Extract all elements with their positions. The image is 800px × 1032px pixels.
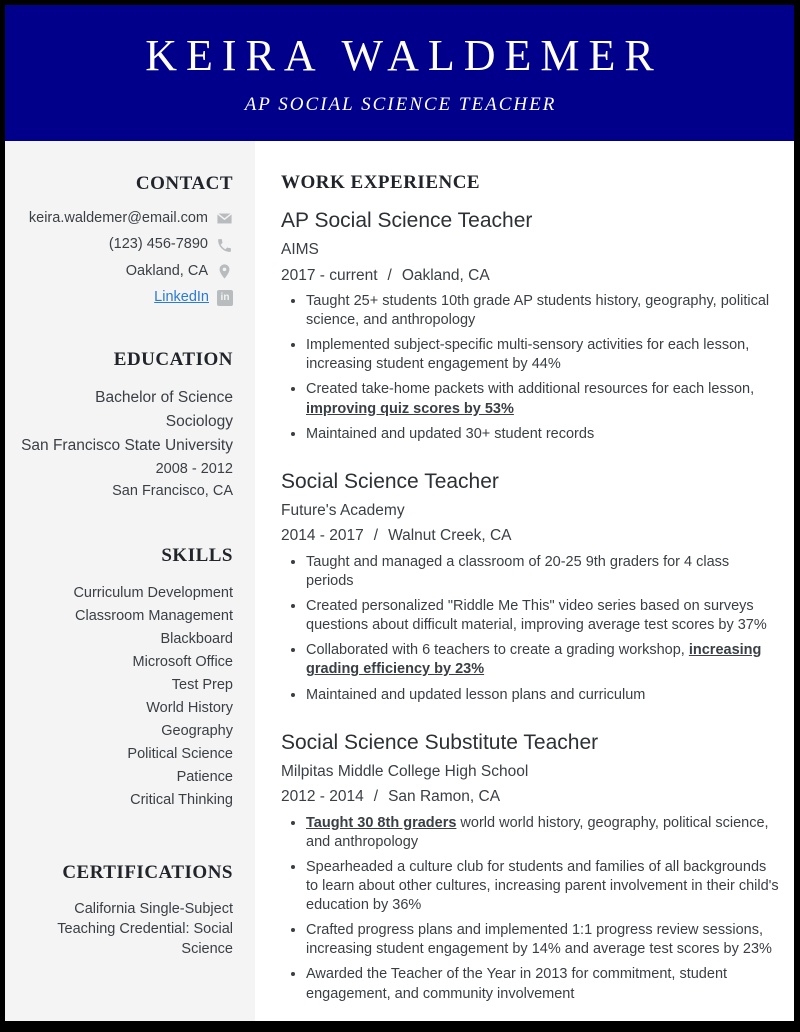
job-bullet bbox=[306, 553, 780, 591]
job-bullet-list bbox=[281, 814, 780, 1004]
skills-heading: SKILLS bbox=[161, 544, 233, 566]
job-bullet bbox=[306, 597, 780, 635]
bullet-text: world world history, geography, political science, and anthropology bbox=[306, 814, 769, 850]
job-bullet-list bbox=[281, 553, 780, 705]
job-bullet bbox=[306, 686, 780, 705]
job-bullet bbox=[306, 292, 780, 330]
bullet-emphasis-text: Taught 30 8th graders bbox=[306, 814, 457, 831]
job-dates: 2014 - 2017 bbox=[281, 527, 364, 545]
education-years: 2008 - 2012 bbox=[155, 460, 233, 477]
skill-item: Test Prep bbox=[171, 676, 233, 693]
skill-item: Critical Thinking bbox=[130, 791, 233, 808]
job-title: Social Science Substitute Teacher bbox=[281, 730, 599, 754]
work-experience-heading: WORK EXPERIENCE bbox=[281, 172, 481, 193]
job-company: Future's Academy bbox=[281, 502, 405, 519]
job-title: AP Social Science Teacher bbox=[281, 209, 533, 232]
linkedin-link[interactable]: LinkedIn bbox=[154, 289, 209, 306]
job-bullet bbox=[306, 965, 780, 1003]
skills-section bbox=[17, 545, 233, 812]
phone-icon bbox=[216, 237, 233, 254]
certification-item: California Single-Subject Teaching Credential: Social Science bbox=[57, 900, 233, 958]
contact-row-phone bbox=[17, 236, 233, 253]
bullet-text: Maintained and updated lesson plans and curriculum bbox=[306, 686, 646, 703]
resume-page bbox=[5, 5, 794, 1021]
bullet-text: Created personalized "Riddle Me This" video series based on surveys questions about difficult material, improving average test scores by 37% bbox=[306, 598, 767, 634]
header-banner bbox=[5, 5, 794, 141]
skill-item: Geography bbox=[161, 722, 233, 739]
job-bullet bbox=[306, 425, 780, 444]
job-meta bbox=[281, 787, 780, 806]
bullet-text: Spearheaded a culture club for students and families of all backgrounds to learn about other cultures, increasing parent involvement in their child's education by 36% bbox=[306, 858, 779, 914]
work-experience-section bbox=[255, 141, 794, 1021]
skill-item: Classroom Management bbox=[75, 607, 233, 624]
job-meta-separator: / bbox=[387, 266, 392, 284]
job-bullet bbox=[306, 814, 780, 852]
education-heading: EDUCATION bbox=[113, 348, 233, 370]
job-meta-separator: / bbox=[373, 527, 379, 545]
certifications-list bbox=[17, 899, 233, 960]
linkedin-icon: in bbox=[217, 290, 233, 306]
bullet-text: Taught 25+ students 10th grade AP students history, geography, political science, and anthropology bbox=[306, 292, 770, 329]
job-bullet bbox=[306, 336, 780, 374]
jobs-list bbox=[281, 208, 780, 1004]
job-meta-separator: / bbox=[373, 788, 379, 806]
education-school: San Francisco State University bbox=[21, 436, 233, 454]
bullet-emphasis-text: increasing grading efficiency by 23% bbox=[306, 642, 762, 678]
contact-row-email bbox=[17, 210, 233, 227]
contact-section bbox=[17, 173, 233, 307]
job-dates: 2012 - 2014 bbox=[281, 788, 364, 806]
job-dates: 2017 - current bbox=[281, 266, 378, 284]
sidebar bbox=[5, 141, 255, 1021]
skills-list bbox=[17, 582, 233, 812]
skill-item: Microsoft Office bbox=[132, 653, 233, 670]
contact-email-text: keira.waldemer@email.com bbox=[28, 210, 208, 226]
job-bullet bbox=[306, 921, 780, 959]
skill-item: Political Science bbox=[127, 745, 233, 762]
envelope-icon bbox=[216, 210, 233, 227]
job-meta bbox=[281, 266, 780, 285]
job-bullet-list bbox=[281, 292, 780, 444]
bullet-text: Implemented subject-specific multi-sensory activities for each lesson, increasing student engagement by 44% bbox=[306, 337, 750, 373]
job-bullet bbox=[306, 641, 780, 679]
candidate-name: KEIRA WALDEMER bbox=[145, 31, 663, 80]
contact-location-text: Oakland, CA bbox=[125, 262, 208, 279]
job-title: Social Science Teacher bbox=[281, 469, 499, 493]
contact-row-location bbox=[17, 263, 233, 280]
job-location: San Ramon, CA bbox=[388, 788, 501, 806]
certifications-section bbox=[17, 862, 233, 960]
skill-item: Curriculum Development bbox=[73, 584, 233, 601]
education-major: Sociology bbox=[165, 412, 233, 430]
education-location: San Francisco, CA bbox=[112, 483, 233, 500]
education-section bbox=[17, 349, 233, 503]
skill-item: Blackboard bbox=[160, 630, 233, 647]
contact-phone-text: (123) 456-7890 bbox=[108, 236, 208, 253]
bullet-text: Collaborated with 6 teachers to create a grading workshop, bbox=[306, 642, 689, 659]
bullet-text: Maintained and updated 30+ student records bbox=[306, 425, 595, 442]
job-location: Walnut Creek, CA bbox=[388, 527, 512, 545]
skill-item: World History bbox=[146, 699, 233, 716]
job-meta bbox=[281, 526, 780, 545]
job-entry bbox=[281, 469, 780, 705]
bullet-text: Created take-home packets with additional resources for each lesson, bbox=[306, 381, 755, 398]
content-area bbox=[5, 141, 794, 1021]
bullet-text: Awarded the Teacher of the Year in 2013 for commitment, student engagement, and community involvement bbox=[306, 966, 728, 1002]
job-entry bbox=[281, 208, 780, 444]
contact-row-linkedin bbox=[17, 289, 233, 306]
bullet-text: Taught and managed a classroom of 20-25 9th graders for 4 class periods bbox=[306, 553, 730, 589]
skill-item: Patience bbox=[176, 768, 233, 785]
bullet-text: Crafted progress plans and implemented 1:1 progress review sessions, increasing student engagement by 14% and average test scores by 23% bbox=[306, 922, 772, 958]
certifications-heading: CERTIFICATIONS bbox=[62, 861, 233, 883]
job-bullet bbox=[306, 858, 780, 915]
bullet-emphasis-text: improving quiz scores by 53% bbox=[306, 400, 514, 417]
job-company: Milpitas Middle College High School bbox=[281, 762, 529, 780]
candidate-job-title: AP SOCIAL SCIENCE TEACHER bbox=[244, 94, 557, 115]
education-degree: Bachelor of Science bbox=[95, 388, 233, 406]
job-location: Oakland, CA bbox=[401, 266, 490, 284]
contact-heading: CONTACT bbox=[135, 173, 233, 194]
job-company: AIMS bbox=[281, 241, 319, 259]
location-pin-icon bbox=[216, 263, 233, 280]
job-bullet bbox=[306, 380, 780, 418]
job-entry bbox=[281, 730, 780, 1004]
